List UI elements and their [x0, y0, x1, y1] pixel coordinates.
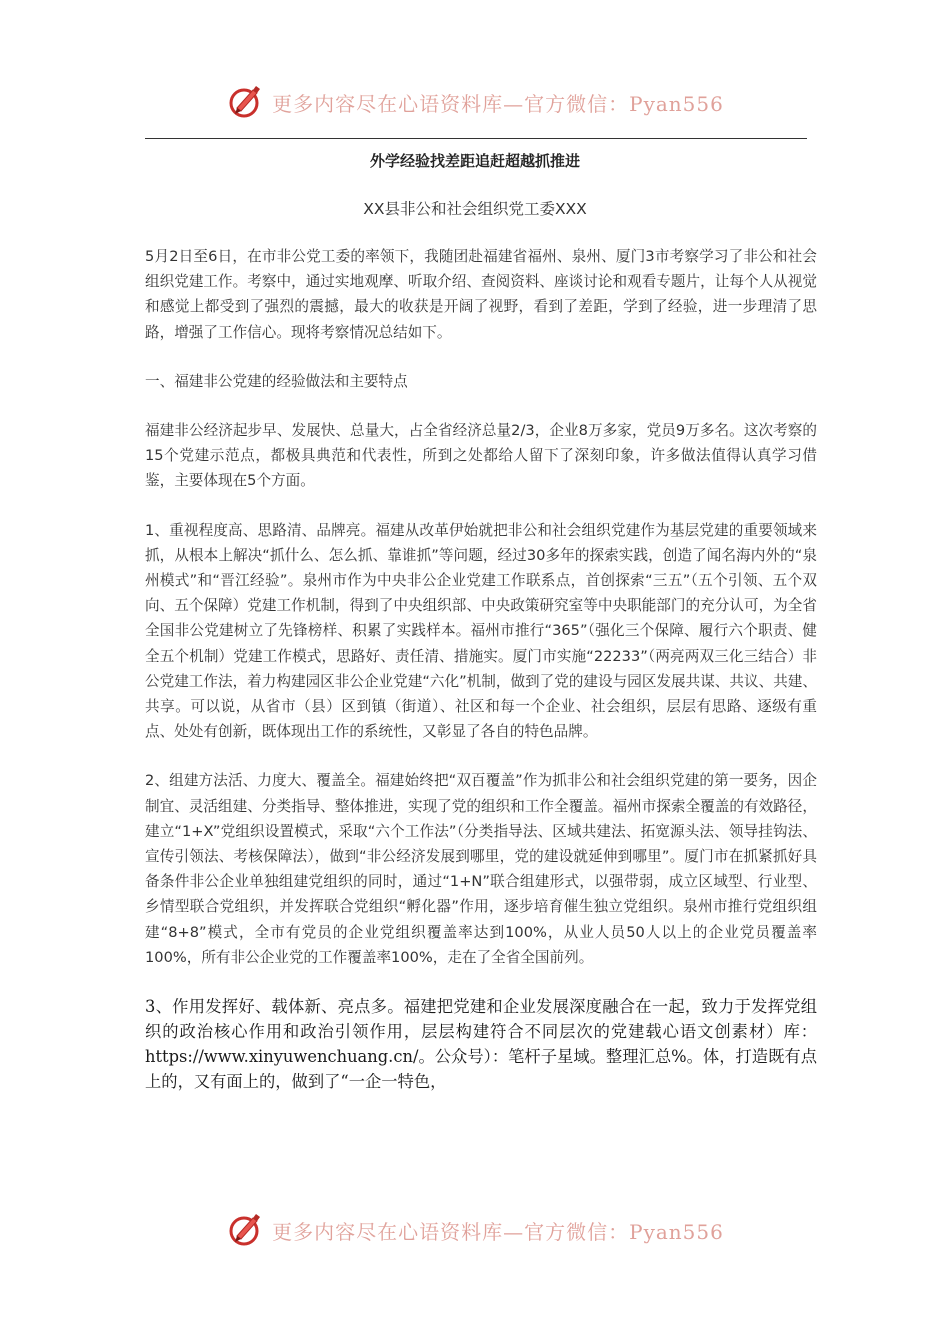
pen-logo-icon: [226, 82, 266, 122]
paragraph-point-2: 2、组建方法活、力度大、覆盖全。福建始终把“双百覆盖”作为抓非公和社会组织党建的第一要务，因企制宜、灵活组建、分类指导、整体推进，实现了党的组织和工作全覆盖。福州市探索全覆盖的有效路径，建立“1+X”党组织设置模式，采取“六个工作法”（分类指导法、区域共建法、拓宽源头法、领导挂钩法、宣传引领法、考核保障法），做到“非公经济发展到哪里，党的建设就延伸到哪里”。厦门市在抓紧抓好具备条件非公企业单独组建党组织的同时，通过“1+N”联合组建形式，以强带弱，成立区域型、行业型、乡情型联合党组织，并发挥联合党组织“孵化器”作用，逐步培育催生独立党组织。泉州市推行党组织组建“8+8”模式，全市有党员的企业党组织覆盖率达到100%，从业人员50人以上的企业党员覆盖率100%，所有非公企业党的工作覆盖率100%，走在了全省全国前列。: [145, 772, 817, 966]
paragraph-point-3: 3、作用发挥好、载体新、亮点多。福建把党建和企业发展深度融合在一起，致力于发挥党组织的政治核心作用和政治引领作用，层层构建符合不同层次的党建载心语文创素材）库：https://www.xinyuwenchuang.cn/。公众号）：笔杆子星域。整理汇总%。体，打造既有点上的，又有面上的，做到了“一企一特色，: [145, 997, 817, 1092]
document-body: [145, 244, 817, 1118]
watermark-text: 更多内容尽在心语资料库—官方微信：Pyan556: [272, 1219, 724, 1244]
paragraph-overview: 福建非公经济起步早、发展快、总量大，占全省经济总量2/3，企业8万多家，党员9万多名。这次考察的15个党建示范点，都极具典范和代表性，所到之处都给人留下了深刻印象，许多做法值得认真学习借鉴，主要体现在5个方面。: [145, 422, 817, 490]
watermark-text: 更多内容尽在心语资料库—官方微信：Pyan556: [272, 91, 724, 116]
paragraph-point-1: 1、重视程度高、思路清、品牌亮。福建从改革伊始就把非公和社会组织党建作为基层党建的重要领域来抓，从根本上解决“抓什么、怎么抓、靠谁抓”等问题，经过30多年的探索实践，创造了闻名海内外的“泉州模式”和“晋江经验”。泉州市作为中央非公企业党建工作联系点，首创探索“三五”（五个引领、五个双向、五个保障）党建工作机制，得到了中央组织部、中央政策研究室等中央职能部门的充分认可，为全省全国非公党建树立了先锋榜样、积累了实践样本。福州市推行“365”（强化三个保障、履行六个职责、健全五个机制）党建工作模式，思路好、责任清、措施实。厦门市实施“22233”（两亮两双三化三结合）非公党建工作法，着力构建园区非公企业党建“六化”机制，做到了党的建设与园区发展共谋、共议、共建、共享。可以说，从省市（县）区到镇（街道）、社区和每一个企业、社会组织，层层有思路、逐级有重点、处处有创新，既体现出工作的系统性，又彰显了各自的特色品牌。: [145, 521, 817, 741]
document-title: 外学经验找差距追赶超越抓推进: [369, 152, 580, 170]
header-watermark: [0, 80, 950, 124]
document-author: XX县非公和社会组织党工委XXX: [363, 200, 587, 218]
pen-logo-icon: [226, 1210, 266, 1250]
footer-watermark: [0, 1208, 950, 1252]
section-heading: 一、福建非公党建的经验做法和主要特点: [145, 372, 408, 390]
paragraph-intro: 5月2日至6日，在市非公党工委的率领下，我随团赴福建省福州、泉州、厦门3市考察学习了非公和社会组织党建工作。考察中，通过实地观摩、听取介绍、查阅资料、座谈讨论和观看专题片，让每个人从视觉和感觉上都受到了强烈的震撼，最大的收获是开阔了视野，看到了差距，学到了经验，进一步理清了思路，增强了工作信心。现将考察情况总结如下。: [145, 248, 817, 341]
header-rule: [145, 138, 807, 139]
